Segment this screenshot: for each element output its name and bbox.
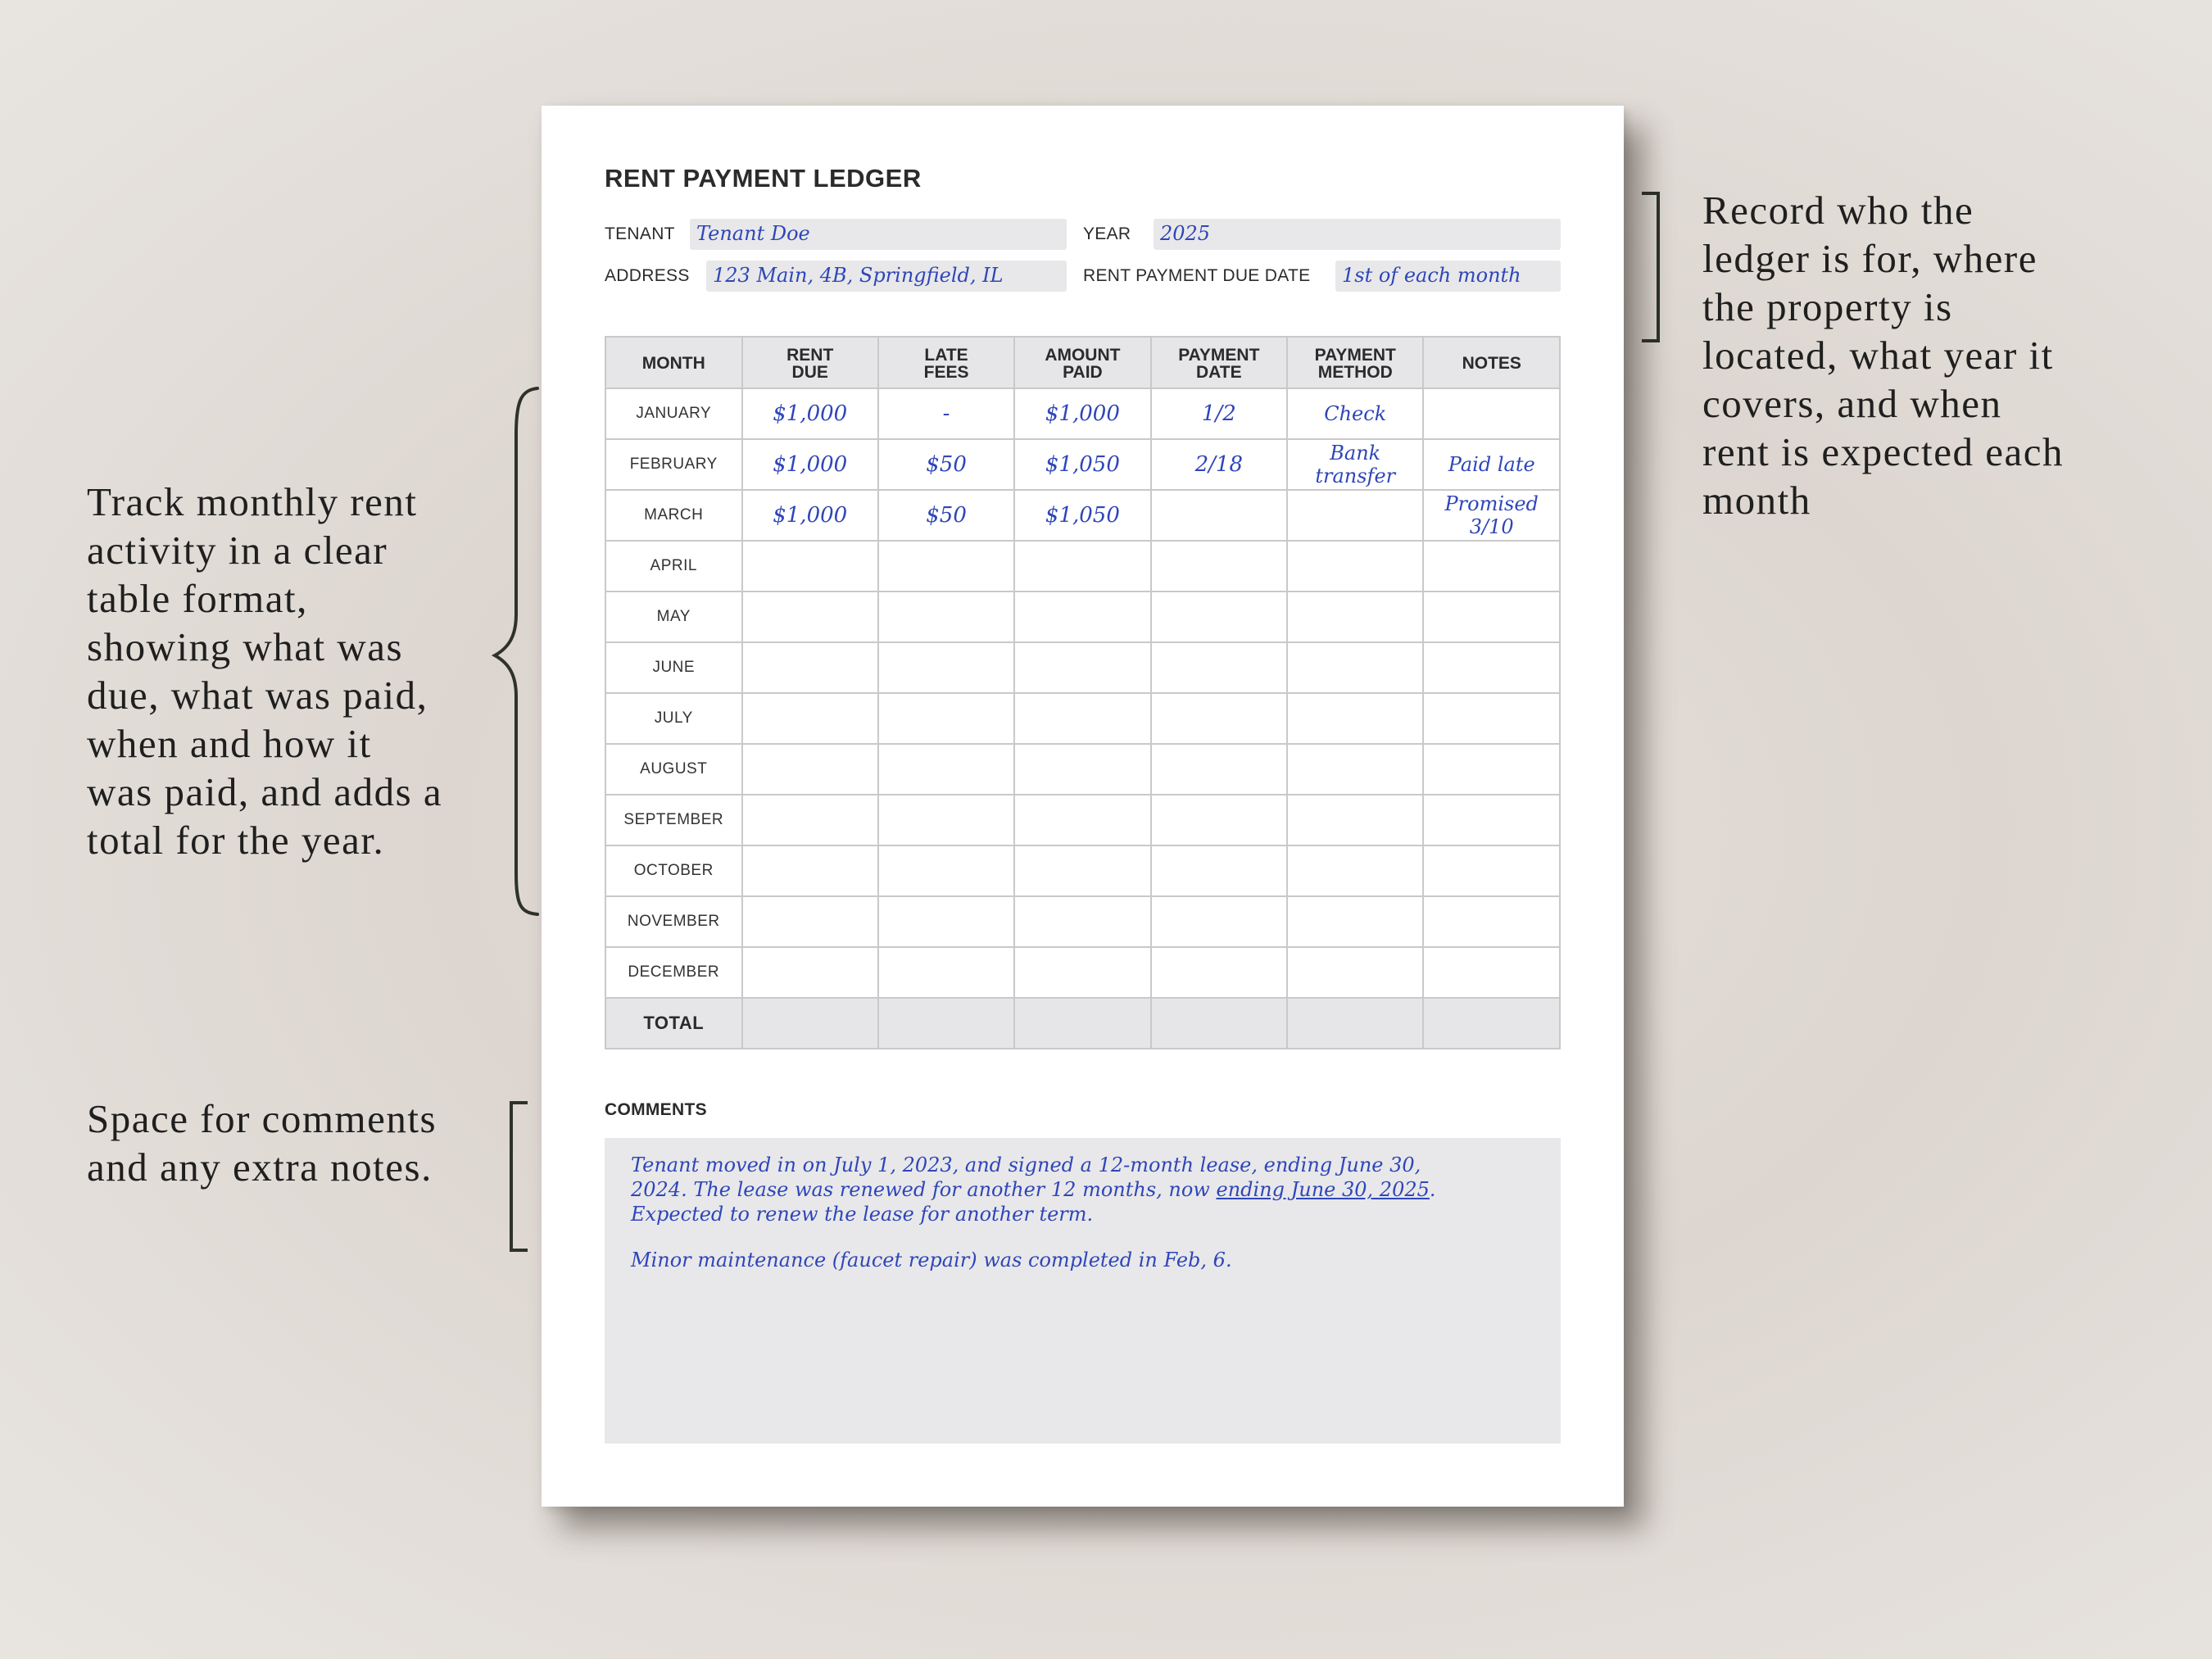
payment-method-cell[interactable] (1287, 642, 1423, 693)
notes-cell[interactable]: Promised 3/10 (1423, 490, 1560, 541)
table-row (605, 541, 1560, 592)
year-field[interactable]: 2025 (1154, 219, 1561, 250)
late-fees-cell[interactable]: $50 (878, 439, 1014, 490)
amount-paid-cell[interactable] (1014, 541, 1150, 592)
table-row (605, 642, 1560, 693)
late-fees-cell[interactable] (878, 795, 1014, 845)
month-cell: JANUARY (605, 388, 742, 439)
payment-method-cell[interactable]: Check (1287, 388, 1423, 439)
callout-line: due, what was paid, (87, 673, 428, 718)
curly-brace-icon (492, 385, 541, 918)
payment-method-cell[interactable]: Bank transfer (1287, 439, 1423, 490)
rent-due-cell[interactable] (742, 592, 878, 642)
rent-due-cell[interactable] (742, 744, 878, 795)
payment-method-cell[interactable] (1287, 896, 1423, 947)
tenant-field[interactable]: Tenant Doe (690, 219, 1067, 250)
callout-line: Record who the (1702, 188, 1974, 233)
callout-line: rent is expected each (1702, 429, 2064, 474)
month-cell: AUGUST (605, 744, 742, 795)
ledger-table (605, 336, 1561, 1049)
late-fees-cell[interactable] (878, 693, 1014, 744)
amount-paid-cell[interactable]: $1,000 (1014, 388, 1150, 439)
month-cell: FEBRUARY (605, 439, 742, 490)
callout-line: when and how it (87, 721, 372, 766)
notes-cell[interactable] (1423, 541, 1560, 592)
late-fees-cell[interactable] (878, 541, 1014, 592)
callout-line: table format, (87, 576, 308, 621)
callout-line: Track monthly rent (87, 479, 418, 524)
payment-date-cell[interactable] (1151, 896, 1287, 947)
address-label: ADDRESS (605, 266, 690, 285)
amount-paid-cell[interactable] (1014, 693, 1150, 744)
amount-paid-cell[interactable] (1014, 592, 1150, 642)
table-row (605, 845, 1560, 896)
month-cell: MAY (605, 592, 742, 642)
amount-paid-cell[interactable] (1014, 845, 1150, 896)
table-row (605, 439, 1560, 490)
column-header-late-fees: LATE FEES (878, 337, 1014, 388)
callout-line: covers, and when (1702, 381, 2002, 426)
table-row (605, 896, 1560, 947)
rent-due-cell[interactable] (742, 541, 878, 592)
notes-cell[interactable] (1423, 592, 1560, 642)
payment-date-cell[interactable] (1151, 541, 1287, 592)
payment-method-cell[interactable] (1287, 693, 1423, 744)
callout-line: showing what was (87, 624, 404, 669)
table-row (605, 795, 1560, 845)
rent-due-cell[interactable] (742, 896, 878, 947)
payment-date-cell[interactable] (1151, 490, 1287, 541)
late-fees-cell[interactable] (878, 947, 1014, 998)
amount-paid-cell[interactable] (1014, 947, 1150, 998)
late-fees-cell[interactable] (878, 896, 1014, 947)
payment-date-cell[interactable] (1151, 592, 1287, 642)
header-callout-text (1702, 186, 2161, 524)
amount-paid-cell[interactable]: $1,050 (1014, 439, 1150, 490)
month-cell: SEPTEMBER (605, 795, 742, 845)
late-fees-cell[interactable] (878, 845, 1014, 896)
payment-date-cell[interactable]: 2/18 (1151, 439, 1287, 490)
square-bracket-icon (1639, 192, 1663, 344)
payment-date-cell[interactable] (1151, 795, 1287, 845)
table-row (605, 388, 1560, 439)
month-cell: MARCH (605, 490, 742, 541)
column-header-month: MONTH (605, 337, 742, 388)
callout-line: located, what year it (1702, 333, 2054, 378)
year-label: YEAR (1083, 224, 1131, 243)
rent-due-cell[interactable] (742, 642, 878, 693)
month-cell: JUNE (605, 642, 742, 693)
total-rent-due-cell[interactable] (742, 998, 878, 1049)
callout-line: Space for comments (87, 1096, 437, 1141)
table-row (605, 693, 1560, 744)
rent-due-cell[interactable]: $1,000 (742, 490, 878, 541)
total-row (605, 998, 1560, 1049)
total-payment-method-cell[interactable] (1287, 998, 1423, 1049)
total-notes-cell[interactable] (1423, 998, 1560, 1049)
rent-due-cell[interactable]: $1,000 (742, 439, 878, 490)
comments-label: COMMENTS (605, 1100, 707, 1119)
notes-cell[interactable] (1423, 947, 1560, 998)
due-date-label: RENT PAYMENT DUE DATE (1083, 266, 1311, 285)
table-row (605, 744, 1560, 795)
callout-line: and any extra notes. (87, 1145, 433, 1190)
late-fees-cell[interactable]: - (878, 388, 1014, 439)
total-late-fees-cell[interactable] (878, 998, 1014, 1049)
payment-method-cell[interactable] (1287, 947, 1423, 998)
callout-line: ledger is for, where (1702, 236, 2037, 281)
notes-cell[interactable] (1423, 896, 1560, 947)
notes-cell[interactable] (1423, 795, 1560, 845)
table-row (605, 947, 1560, 998)
month-cell: JULY (605, 693, 742, 744)
column-header-payment-method: PAYMENT METHOD (1287, 337, 1423, 388)
callout-line: total for the year. (87, 818, 385, 863)
notes-cell[interactable] (1423, 845, 1560, 896)
tenant-label: TENANT (605, 224, 675, 243)
payment-date-cell[interactable] (1151, 845, 1287, 896)
table-header-row (605, 337, 1560, 388)
amount-paid-cell[interactable] (1014, 642, 1150, 693)
payment-date-cell[interactable]: 1/2 (1151, 388, 1287, 439)
callout-line: the property is (1702, 284, 1953, 329)
column-header-amount-paid: AMOUNT PAID (1014, 337, 1150, 388)
late-fees-cell[interactable]: $50 (878, 490, 1014, 541)
late-fees-cell[interactable] (878, 642, 1014, 693)
comments-callout-text (87, 1095, 513, 1191)
comment-paragraph: Tenant moved in on July 1, 2023, and signed a 12-month lease, ending June 30, 2024. The lease was renewed for another 12 months, now ending June 30, 2025. Expected to renew the lease for another term. (631, 1154, 1436, 1226)
rent-due-cell[interactable] (742, 693, 878, 744)
callout-line: activity in a clear (87, 528, 388, 573)
payment-method-cell[interactable] (1287, 845, 1423, 896)
month-cell: DECEMBER (605, 947, 742, 998)
rent-due-cell[interactable] (742, 845, 878, 896)
ledger-page (542, 106, 1624, 1507)
payment-date-cell[interactable] (1151, 947, 1287, 998)
column-header-notes: NOTES (1423, 337, 1560, 388)
table-row (605, 490, 1560, 541)
callout-line: was paid, and adds a (87, 769, 443, 814)
rent-due-cell[interactable]: $1,000 (742, 388, 878, 439)
rent-due-cell[interactable] (742, 795, 878, 845)
notes-cell[interactable] (1423, 693, 1560, 744)
total-amount-paid-cell[interactable] (1014, 998, 1150, 1049)
amount-paid-cell[interactable] (1014, 795, 1150, 845)
payment-method-cell[interactable] (1287, 744, 1423, 795)
comment-paragraph: Minor maintenance (faucet repair) was completed in Feb, 6. (631, 1249, 1232, 1271)
payment-date-cell[interactable] (1151, 744, 1287, 795)
amount-paid-cell[interactable] (1014, 744, 1150, 795)
comments-field[interactable] (605, 1138, 1561, 1444)
amount-paid-cell[interactable] (1014, 896, 1150, 947)
month-cell: OCTOBER (605, 845, 742, 896)
payment-date-cell[interactable] (1151, 693, 1287, 744)
month-cell: NOVEMBER (605, 896, 742, 947)
total-label: TOTAL (605, 998, 742, 1049)
table-row (605, 592, 1560, 642)
payment-method-cell[interactable] (1287, 490, 1423, 541)
late-fees-cell[interactable] (878, 744, 1014, 795)
notes-cell[interactable] (1423, 642, 1560, 693)
callout-line: month (1702, 478, 1811, 523)
late-fees-cell[interactable] (878, 592, 1014, 642)
rent-due-cell[interactable] (742, 947, 878, 998)
column-header-rent-due: RENT DUE (742, 337, 878, 388)
column-header-payment-date: PAYMENT DATE (1151, 337, 1287, 388)
notes-cell[interactable] (1423, 388, 1560, 439)
address-field[interactable]: 123 Main, 4B, Springfield, IL (706, 261, 1067, 292)
total-payment-date-cell[interactable] (1151, 998, 1287, 1049)
payment-method-cell[interactable] (1287, 592, 1423, 642)
notes-cell[interactable]: Paid late (1423, 439, 1560, 490)
square-bracket-icon (506, 1101, 531, 1253)
due-date-field[interactable]: 1st of each month (1335, 261, 1561, 292)
notes-cell[interactable] (1423, 744, 1560, 795)
amount-paid-cell[interactable]: $1,050 (1014, 490, 1150, 541)
payment-method-cell[interactable] (1287, 795, 1423, 845)
page-title: RENT PAYMENT LEDGER (605, 164, 922, 193)
payment-date-cell[interactable] (1151, 642, 1287, 693)
month-cell: APRIL (605, 541, 742, 592)
payment-method-cell[interactable] (1287, 541, 1423, 592)
table-callout-text (87, 478, 513, 864)
